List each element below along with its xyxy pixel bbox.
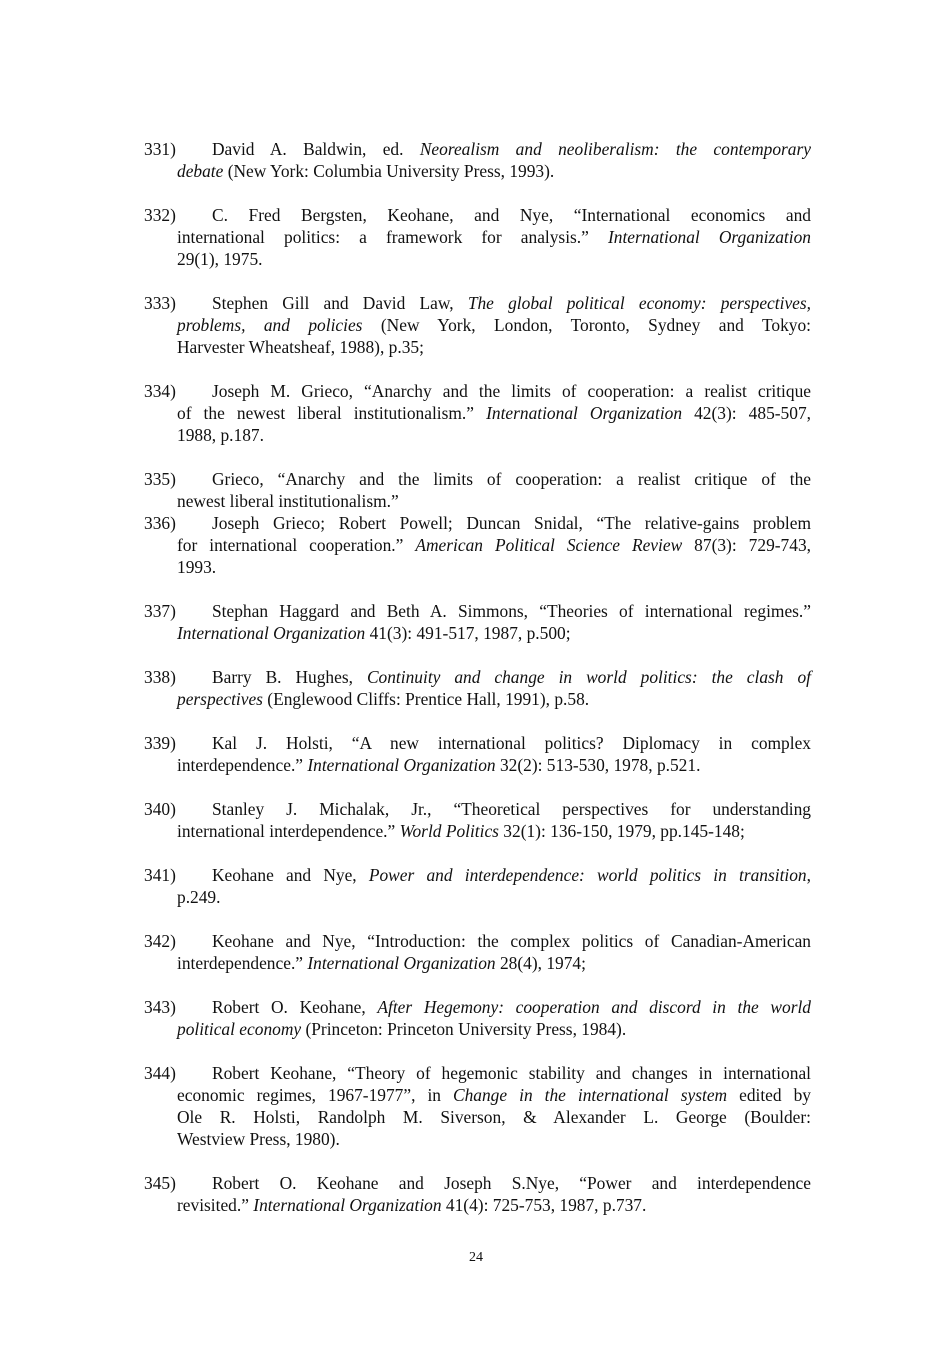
endnote-333: [144, 292, 811, 358]
endnote-text: 41(3): 491-517, 1987, p.500;: [365, 623, 571, 643]
endnote-first-line: [144, 292, 811, 314]
endnote-continuation-line: [144, 820, 811, 842]
endnote-title: International Organization: [177, 623, 366, 643]
endnote-continuation-line: [144, 314, 811, 336]
endnote-332: [144, 204, 811, 270]
endnote-continuation-line: [144, 1194, 811, 1216]
endnote-text: 41(4): 725-753, 1987, p.737.: [441, 1195, 647, 1215]
endnote-number: 339): [144, 733, 176, 753]
endnote-339: [144, 732, 811, 776]
endnote-340: [144, 798, 811, 842]
endnote-number: 344): [144, 1063, 176, 1083]
endnote-344: [144, 1062, 811, 1150]
endnote-number: 338): [144, 667, 176, 687]
endnote-continuation-line: [144, 424, 811, 446]
endnote-331: [144, 138, 811, 182]
endnote-338: [144, 666, 811, 710]
endnote-title: Continuity and change in world politics: the clash of: [366, 667, 811, 687]
endnote-title: debate: [177, 161, 224, 181]
endnote-first-line: [144, 380, 811, 402]
endnote-first-line: [144, 930, 811, 952]
endnote-text: Ole R. Holsti, Randolph M. Siverson, & Alexander L. George (Boulder:: [177, 1107, 811, 1127]
endnote-337: [144, 600, 811, 644]
endnote-title: International Organization: [486, 403, 683, 423]
endnote-text: Harvester Wheatsheaf, 1988), p.35;: [177, 337, 424, 357]
endnote-title: Change in the international system: [453, 1085, 728, 1105]
endnote-334: [144, 380, 811, 446]
endnote-343: [144, 996, 811, 1040]
endnote-345: [144, 1172, 811, 1216]
endnote-text: C. Fred Bergsten, Keohane, and Nye, “International economics and: [212, 205, 811, 225]
endnote-text: international politics: a framework for analysis.”: [177, 227, 608, 247]
endnote-title: perspectives: [177, 689, 263, 709]
endnote-continuation-line: [144, 336, 811, 358]
endnote-first-line: [144, 732, 811, 754]
endnote-number: 341): [144, 865, 176, 885]
endnote-342: [144, 930, 811, 974]
endnote-title: Power and interdependence: world politics in transition: [368, 865, 807, 885]
endnote-text: Robert Keohane, “Theory of hegemonic stability and changes in international: [212, 1063, 811, 1083]
endnote-continuation-line: [144, 248, 811, 270]
endnote-text: 1993.: [177, 557, 217, 577]
endnote-title: After Hegemony: cooperation and discord in the world: [377, 997, 811, 1017]
page-number: 24: [469, 1250, 483, 1265]
endnote-number: 331): [144, 139, 176, 159]
endnote-text: Keohane and Nye,: [212, 865, 369, 885]
endnote-text: 28(4), 1974;: [495, 953, 586, 973]
endnote-continuation-line: [144, 160, 811, 182]
endnote-336: [144, 512, 811, 578]
endnote-continuation-line: [144, 534, 811, 556]
endnote-title: American Political Science Review: [415, 535, 683, 555]
endnote-number: 337): [144, 601, 176, 621]
endnote-text: 87(3): 729-743,: [682, 535, 811, 555]
endnote-text: (Englewood Cliffs: Prentice Hall, 1991), p.58.: [262, 689, 590, 709]
endnote-number: 345): [144, 1173, 176, 1193]
endnote-title: International Organization: [253, 1195, 442, 1215]
endnote-text: Kal J. Holsti, “A new international politics? Diplomacy in complex: [212, 733, 811, 753]
endnote-number: 335): [144, 469, 176, 489]
endnote-text: (Princeton: Princeton University Press, 1984).: [301, 1019, 627, 1039]
endnote-text: 32(1): 136-150, 1979, pp.145-148;: [498, 821, 745, 841]
endnote-number: 340): [144, 799, 176, 819]
endnote-text: Joseph M. Grieco, “Anarchy and the limits of cooperation: a realist critique: [212, 381, 811, 401]
endnote-continuation-line: [144, 402, 811, 424]
endnote-continuation-line: [144, 952, 811, 974]
endnote-first-line: [144, 798, 811, 820]
endnote-number: 336): [144, 513, 176, 533]
endnote-number: 342): [144, 931, 176, 951]
endnote-text: Grieco, “Anarchy and the limits of cooperation: a realist critique of the: [212, 469, 811, 489]
endnote-title: Neorealism and neoliberalism: the contemporary: [419, 139, 811, 159]
endnote-continuation-line: [144, 1106, 811, 1128]
endnote-number: 332): [144, 205, 176, 225]
endnote-text: Westview Press, 1980).: [177, 1129, 340, 1149]
endnote-text: Keohane and Nye, “Introduction: the complex politics of Canadian-American: [212, 931, 811, 951]
endnote-continuation-line: [144, 1018, 811, 1040]
endnote-title: political economy: [177, 1019, 302, 1039]
endnote-continuation-line: [144, 226, 811, 248]
endnote-title: The global political economy: perspectives,: [467, 293, 811, 313]
endnote-335: [144, 468, 811, 512]
endnote-title: International Organization: [307, 953, 496, 973]
endnote-text: Stanley J. Michalak, Jr., “Theoretical perspectives for understanding: [212, 799, 811, 819]
endnote-title: International Organization: [607, 227, 811, 247]
endnote-first-line: [144, 996, 811, 1018]
endnote-text: interdependence.”: [177, 755, 308, 775]
endnote-continuation-line: [144, 1128, 811, 1150]
endnote-first-line: [144, 468, 811, 490]
endnote-text: economic regimes, 1967-1977”, in: [177, 1085, 453, 1105]
endnote-first-line: [144, 1062, 811, 1084]
endnote-text: Robert O. Keohane and Joseph S.Nye, “Power and interdependence: [212, 1173, 811, 1193]
endnote-text: 29(1), 1975.: [177, 249, 263, 269]
endnote-title: International Organization: [307, 755, 496, 775]
endnote-continuation-line: [144, 688, 811, 710]
endnote-text: (New York, London, Toronto, Sydney and Tokyo:: [362, 315, 811, 335]
endnote-text: 42(3): 485-507,: [682, 403, 811, 423]
endnote-text: edited by: [727, 1085, 811, 1105]
endnote-text: (New York: Columbia University Press, 1993).: [223, 161, 555, 181]
endnote-continuation-line: [144, 622, 811, 644]
endnote-text: Stephen Gill and David Law,: [212, 293, 468, 313]
endnote-text: Robert O. Keohane,: [212, 997, 378, 1017]
endnote-title: World Politics: [399, 821, 499, 841]
endnote-text: ,: [806, 865, 811, 885]
endnote-first-line: [144, 600, 811, 622]
endnote-341: [144, 864, 811, 908]
endnote-text: international interdependence.”: [177, 821, 400, 841]
endnote-first-line: [144, 1172, 811, 1194]
endnote-number: 333): [144, 293, 176, 313]
endnote-text: of the newest liberal institutionalism.”: [177, 403, 487, 423]
endnote-number: 334): [144, 381, 176, 401]
endnote-first-line: [144, 666, 811, 688]
endnote-text: Barry B. Hughes,: [212, 667, 367, 687]
endnote-text: newest liberal institutionalism.”: [177, 491, 399, 511]
endnote-text: 1988, p.187.: [177, 425, 264, 445]
endnote-text: for international cooperation.”: [177, 535, 416, 555]
endnote-text: David A. Baldwin, ed.: [212, 139, 420, 159]
endnote-text: Stephan Haggard and Beth A. Simmons, “Theories of international regimes.”: [212, 601, 811, 621]
endnote-continuation-line: [144, 1084, 811, 1106]
endnote-text: p.249.: [177, 887, 221, 907]
endnote-first-line: [144, 138, 811, 160]
endnote-first-line: [144, 864, 811, 886]
endnote-first-line: [144, 204, 811, 226]
endnote-text: 32(2): 513-530, 1978, p.521.: [495, 755, 701, 775]
endnote-continuation-line: [144, 886, 811, 908]
endnote-number: 343): [144, 997, 176, 1017]
endnote-text: Joseph Grieco; Robert Powell; Duncan Snidal, “The relative-gains problem: [212, 513, 811, 533]
endnote-text: interdependence.”: [177, 953, 308, 973]
endnote-continuation-line: [144, 490, 811, 512]
endnote-title: problems, and policies: [177, 315, 363, 335]
endnote-continuation-line: [144, 754, 811, 776]
endnote-continuation-line: [144, 556, 811, 578]
endnote-text: revisited.”: [177, 1195, 254, 1215]
endnotes-list: [144, 138, 811, 1216]
endnote-first-line: [144, 512, 811, 534]
